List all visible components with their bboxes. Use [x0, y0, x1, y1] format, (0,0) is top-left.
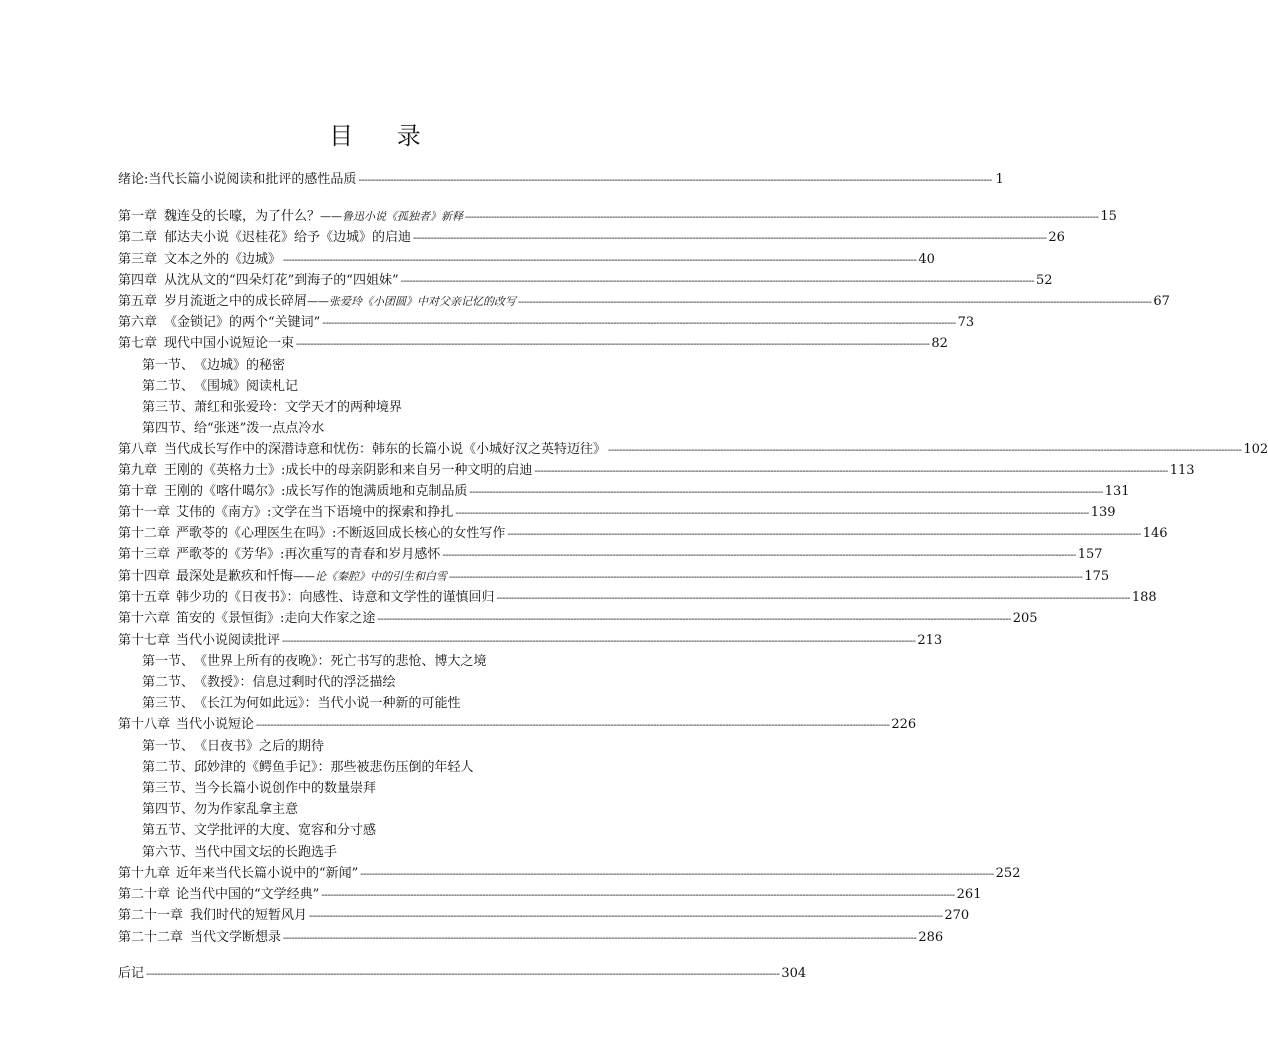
toc-entry-number: 第一节、 [142, 358, 195, 373]
dot-leader: ---------------------------------------------------------------------------------------------------------------------------------------------------------------------------------------------------------------------------- [283, 255, 917, 266]
toc-entry-text [176, 715, 254, 735]
toc-entry-title: 笛安的《景恒街》:走向大作家之途 [176, 611, 376, 626]
toc-subsection-row [142, 737, 560, 757]
toc-entry-title: 当代文学断想录 [190, 930, 282, 945]
toc-chapter-row [118, 864, 1021, 884]
toc-subsection-row [142, 673, 560, 693]
toc-entry-title: 艾伟的《南方》:文学在当下语境中的探索和挣扎 [176, 505, 454, 520]
toc-entry-number: 第五节、 [142, 823, 195, 838]
toc-chapter-row [118, 503, 1116, 523]
toc-entry-number: 第十五章 [118, 590, 171, 605]
dot-leader: ---------------------------------------------------------------------------------------------------------------------------------------------------------------------------------------------------------------------------- [442, 550, 1076, 561]
dot-leader: ---------------------------------------------------------------------------------------------------------------------------------------------------------------------------------------------------------------------------- [608, 445, 1242, 456]
toc-chapter-row [118, 545, 1103, 565]
toc-entry-text [164, 292, 516, 312]
toc-entry-text [194, 652, 487, 672]
toc-page-number: 15 [1100, 209, 1117, 224]
dot-leader: ---------------------------------------------------------------------------------------------------------------------------------------------------------------------------------------------------------------------------- [282, 636, 916, 647]
toc-entry-text [176, 588, 495, 608]
toc-page-number: 252 [995, 866, 1021, 881]
toc-entry-number: 第三节、 [142, 781, 195, 796]
toc-entry-text [164, 440, 606, 460]
toc-page-number: 286 [918, 930, 944, 945]
page-title: 目 录 [329, 122, 439, 150]
toc-subsection-row [142, 398, 560, 418]
toc-entry-title: 我们时代的短暂风月 [190, 908, 308, 923]
toc-chapter-row [118, 928, 944, 948]
dot-leader: ---------------------------------------------------------------------------------------------------------------------------------------------------------------------------------------------------------------------------- [360, 869, 994, 880]
toc-entry-text [176, 609, 375, 629]
toc-subsection-row [142, 652, 560, 672]
toc-entry-number: 第十三章 [118, 547, 171, 562]
dot-leader: ---------------------------------------------------------------------------------------------------------------------------------------------------------------------------------------------------------------------------- [283, 933, 917, 944]
toc-subsection-row [142, 779, 560, 799]
toc-entry-number: 第十八章 [118, 717, 171, 732]
toc-entry-title: 《世界上所有的夜晚》：死亡书写的悲怆、博大之境 [194, 654, 487, 669]
toc-chapter-row [118, 461, 1195, 481]
dot-leader: ---------------------------------------------------------------------------------------------------------------------------------------------------------------------------------------------------------------------------- [518, 297, 1152, 308]
toc-entry-number: 第八章 [118, 442, 158, 457]
dot-leader: ---------------------------------------------------------------------------------------------------------------------------------------------------------------------------------------------------------------------------- [400, 276, 1034, 287]
toc-entry-number: 第九章 [118, 463, 158, 478]
toc-entry-number: 后记 [118, 966, 145, 981]
dot-leader: ---------------------------------------------------------------------------------------------------------------------------------------------------------------------------------------------------------------------------- [449, 572, 1083, 583]
toc-entry-title: 最深处是歉疚和忏悔 [176, 569, 294, 584]
toc-entry-number: 第六章 [118, 315, 158, 330]
dot-leader: ---------------------------------------------------------------------------------------------------------------------------------------------------------------------------------------------------------------------------- [321, 890, 955, 901]
toc-entry-title: 邱妙津的《鳄鱼手记》：那些被悲伤压倒的年轻人 [194, 760, 474, 775]
dot-leader: ---------------------------------------------------------------------------------------------------------------------------------------------------------------------------------------------------------------------------- [534, 466, 1168, 477]
toc-page-number: 304 [781, 966, 807, 981]
toc-entry-number: 第二节、 [142, 675, 195, 690]
toc-entry-title: 现代中国小说短论一束 [164, 336, 295, 351]
toc-page-number: 139 [1090, 505, 1116, 520]
toc-entry-title: 当今长篇小说创作中的数量崇拜 [194, 781, 377, 796]
toc-page-number: 113 [1169, 463, 1195, 478]
toc-entry-title: 勿为作家乱拿主意 [194, 802, 299, 817]
toc-entry-number: 第二十二章 [118, 930, 184, 945]
toc-entry-text [164, 461, 532, 481]
dot-leader: ---------------------------------------------------------------------------------------------------------------------------------------------------------------------------------------------------------------------------- [296, 339, 930, 350]
toc-chapter-row [118, 482, 1130, 502]
toc-subsection-row [142, 843, 560, 863]
toc-chapter-row [118, 271, 1053, 291]
toc-entry-text [194, 377, 298, 397]
toc-entry-number: 第十七章 [118, 633, 171, 648]
toc-subsection-row [142, 800, 560, 820]
toc-entry-text [194, 843, 337, 863]
dot-leader: ---------------------------------------------------------------------------------------------------------------------------------------------------------------------------------------------------------------------------- [256, 720, 890, 731]
toc-entry-text [176, 545, 440, 565]
toc-entry-text [148, 170, 356, 190]
dot-leader: ---------------------------------------------------------------------------------------------------------------------------------------------------------------------------------------------------------------------------- [507, 529, 1141, 540]
toc-entry-number: 第二十一章 [118, 908, 184, 923]
toc-page-number: 26 [1048, 230, 1065, 245]
toc-chapter-row [118, 524, 1168, 544]
toc-subsection-row [142, 694, 560, 714]
toc-entry-title: 当代小说阅读批评 [176, 633, 281, 648]
toc-entry-text [194, 673, 396, 693]
toc-entry-number: 第十六章 [118, 611, 171, 626]
toc-chapter-row [118, 906, 970, 926]
toc-entry-number: 第二节、 [142, 760, 195, 775]
toc-entry-text [176, 524, 505, 544]
toc-entry-title: 《日夜书》之后的期待 [194, 739, 325, 754]
dot-leader: ---------------------------------------------------------------------------------------------------------------------------------------------------------------------------------------------------------------------------- [358, 175, 992, 186]
toc-chapter-row [118, 715, 917, 735]
toc-entry-title: 当代长篇小说阅读和批评的感性品质 [148, 172, 357, 187]
toc-subsection-row [142, 356, 560, 376]
toc-entry-text [164, 228, 411, 248]
toc-page-number: 52 [1035, 273, 1053, 288]
dot-leader: ---------------------------------------------------------------------------------------------------------------------------------------------------------------------------------------------------------------------------- [309, 911, 943, 922]
toc-entry-text [194, 758, 474, 778]
toc-entry-text [176, 567, 447, 587]
toc-chapter-row [118, 334, 948, 354]
toc-chapter-row [118, 440, 1268, 460]
toc-entry-text [164, 482, 467, 502]
toc-chapter-row [118, 885, 982, 905]
toc-entry-number: 第六节、 [142, 845, 195, 860]
toc-page-number: 205 [1012, 611, 1038, 626]
toc-entry-text [176, 631, 280, 651]
toc-page-number: 261 [956, 887, 982, 902]
toc-chapter-row [118, 313, 975, 333]
toc-entry-text [190, 906, 307, 926]
toc-entry-number: 第一章 [118, 209, 158, 224]
toc-entry-text [194, 800, 298, 820]
toc-entry-title: 从沈从文的“四朵灯花”到海子的“四姐妹” [164, 273, 399, 288]
toc-entry-number: 第四节、 [142, 421, 195, 436]
toc-entry-subtitle: ——论《秦腔》中的引生和白雪 [293, 570, 448, 583]
toc-entry-text [194, 419, 324, 439]
dot-leader: ---------------------------------------------------------------------------------------------------------------------------------------------------------------------------------------------------------------------------- [146, 969, 780, 980]
toc-entry-number: 第一节、 [142, 654, 195, 669]
toc-page-number: 82 [931, 336, 948, 351]
toc-entry-text [190, 928, 281, 948]
toc-page-number: 1 [995, 172, 1004, 187]
toc-entry-title: 文本之外的《边城》 [164, 252, 282, 267]
toc-entry-number: 第三节、 [142, 696, 195, 711]
toc-entry-title: 岁月流逝之中的成长碎屑 [164, 294, 308, 309]
toc-entry-number: 第十二章 [118, 526, 171, 541]
toc-entry-subtitle: ——鲁迅小说《孤独者》新释 [320, 210, 464, 223]
toc-page-number: 40 [918, 252, 935, 267]
toc-entry-title: 文学批评的大度、宽容和分寸感 [194, 823, 377, 838]
toc-entry-text [194, 356, 285, 376]
toc-subsection-row [142, 377, 560, 397]
toc-subsection-row [142, 821, 560, 841]
toc-entry-number: 第十一章 [118, 505, 171, 520]
toc-entry-text [176, 864, 358, 884]
toc-entry-text [164, 334, 294, 354]
toc-entry-number: 第三节、 [142, 400, 195, 415]
toc-chapter-row [118, 250, 935, 270]
dot-leader: ---------------------------------------------------------------------------------------------------------------------------------------------------------------------------------------------------------------------------- [322, 318, 956, 329]
toc-entry-number: 第三章 [118, 252, 158, 267]
toc-entry-title: 近年来当代长篇小说中的“新闻” [176, 866, 359, 881]
toc-chapter-row [118, 964, 807, 984]
toc-entry-text [176, 885, 319, 905]
toc-entry-number: 第二章 [118, 230, 158, 245]
toc-page-number: 175 [1084, 569, 1110, 584]
toc-entry-title: 魏连殳的长嚎，为了什么？ [164, 209, 321, 224]
toc-entry-title: 论当代中国的“文学经典” [176, 887, 320, 902]
toc-entry-text [164, 271, 399, 291]
toc-entry-title: 《围城》阅读札记 [194, 379, 299, 394]
dot-leader: ---------------------------------------------------------------------------------------------------------------------------------------------------------------------------------------------------------------------------- [377, 614, 1011, 625]
toc-entry-number: 第四节、 [142, 802, 195, 817]
toc-entry-title: 王刚的《喀什噶尔》:成长写作的饱满质地和克制品质 [164, 484, 468, 499]
toc-entry-title: 《边城》的秘密 [194, 358, 286, 373]
toc-entry-text [164, 250, 281, 270]
toc-entry-title: 萧红和张爱玲：文学天才的两种境界 [194, 400, 403, 415]
dot-leader: ---------------------------------------------------------------------------------------------------------------------------------------------------------------------------------------------------------------------------- [455, 508, 1089, 519]
toc-entry-title: 当代成长写作中的深潜诗意和忧伤：韩东的长篇小说《小城好汉之英特迈往》 [164, 442, 607, 457]
toc-entry-text [176, 503, 453, 523]
toc-chapter-row [118, 228, 1065, 248]
toc-chapter-row [118, 292, 1170, 312]
toc-entry-text [194, 398, 402, 418]
toc-entry-number: 第一节、 [142, 739, 195, 754]
toc-entry-text [164, 313, 320, 333]
toc-chapter-row [118, 170, 1004, 190]
toc-page-number: 102 [1243, 442, 1268, 457]
toc-entry-title: 当代中国文坛的长跑选手 [194, 845, 338, 860]
toc-entry-number: 绪论: [118, 172, 149, 187]
toc-entry-text [164, 207, 463, 227]
toc-page-number: 73 [957, 315, 975, 330]
toc-page-number: 213 [917, 633, 943, 648]
toc-page-number: 157 [1077, 547, 1103, 562]
toc-entry-number: 第十章 [118, 484, 158, 499]
dot-leader: ---------------------------------------------------------------------------------------------------------------------------------------------------------------------------------------------------------------------------- [496, 593, 1130, 604]
toc-entry-number: 第二十章 [118, 887, 171, 902]
toc-page-number: 270 [944, 908, 970, 923]
toc-entry-title: 严歌苓的《芳华》:再次重写的青春和岁月感怀 [176, 547, 441, 562]
toc-page-number: 67 [1153, 294, 1170, 309]
toc-chapter-row [118, 207, 1117, 227]
toc-entry-title: 给“张迷”泼一点点冷水 [194, 421, 325, 436]
toc-entry-title: 严歌苓的《心理医生在吗》:不断返回成长核心的女性写作 [176, 526, 506, 541]
toc-entry-text [194, 821, 376, 841]
dot-leader: ---------------------------------------------------------------------------------------------------------------------------------------------------------------------------------------------------------------------------- [413, 233, 1047, 244]
toc-entry-text [194, 694, 461, 714]
toc-entry-title: 当代小说短论 [176, 717, 255, 732]
toc-page-number: 146 [1142, 526, 1168, 541]
toc-entry-text [194, 779, 376, 799]
toc-entry-title: 《长江为何如此远》：当代小说一种新的可能性 [194, 696, 461, 711]
dot-leader: ---------------------------------------------------------------------------------------------------------------------------------------------------------------------------------------------------------------------------- [465, 212, 1099, 223]
toc-entry-number: 第四章 [118, 273, 158, 288]
toc-page-number: 226 [891, 717, 917, 732]
toc-subsection-row [142, 758, 560, 778]
toc-page-number: 188 [1131, 590, 1157, 605]
toc-entry-number: 第五章 [118, 294, 158, 309]
toc-entry-subtitle: ——张爱玲《小团圆》中对父亲记忆的改写 [307, 295, 517, 308]
toc-entry-number: 第二节、 [142, 379, 195, 394]
toc-entry-title: 《金锁记》的两个“关键词” [164, 315, 321, 330]
dot-leader: ---------------------------------------------------------------------------------------------------------------------------------------------------------------------------------------------------------------------------- [469, 487, 1103, 498]
toc-subsection-row [142, 419, 560, 439]
toc-chapter-row [118, 631, 943, 651]
toc-chapter-row [118, 609, 1038, 629]
toc-entry-number: 第七章 [118, 336, 158, 351]
toc-chapter-row [118, 567, 1110, 587]
toc-page-number: 131 [1104, 484, 1130, 499]
toc-entry-title: 郁达夫小说《迟桂花》给予《边城》的启迪 [164, 230, 412, 245]
toc-entry-title: 韩少功的《日夜书》：向感性、诗意和文学性的谨慎回归 [176, 590, 495, 605]
toc-entry-number: 第十四章 [118, 569, 171, 584]
toc-entry-number: 第十九章 [118, 866, 171, 881]
toc-entry-text [194, 737, 324, 757]
toc-entry-title: 王刚的《英格力士》:成长中的母亲阴影和来自另一种文明的启迪 [164, 463, 533, 478]
toc-entry-title: 《教授》：信息过剩时代的浮泛描绘 [194, 675, 396, 690]
toc-chapter-row [118, 588, 1157, 608]
